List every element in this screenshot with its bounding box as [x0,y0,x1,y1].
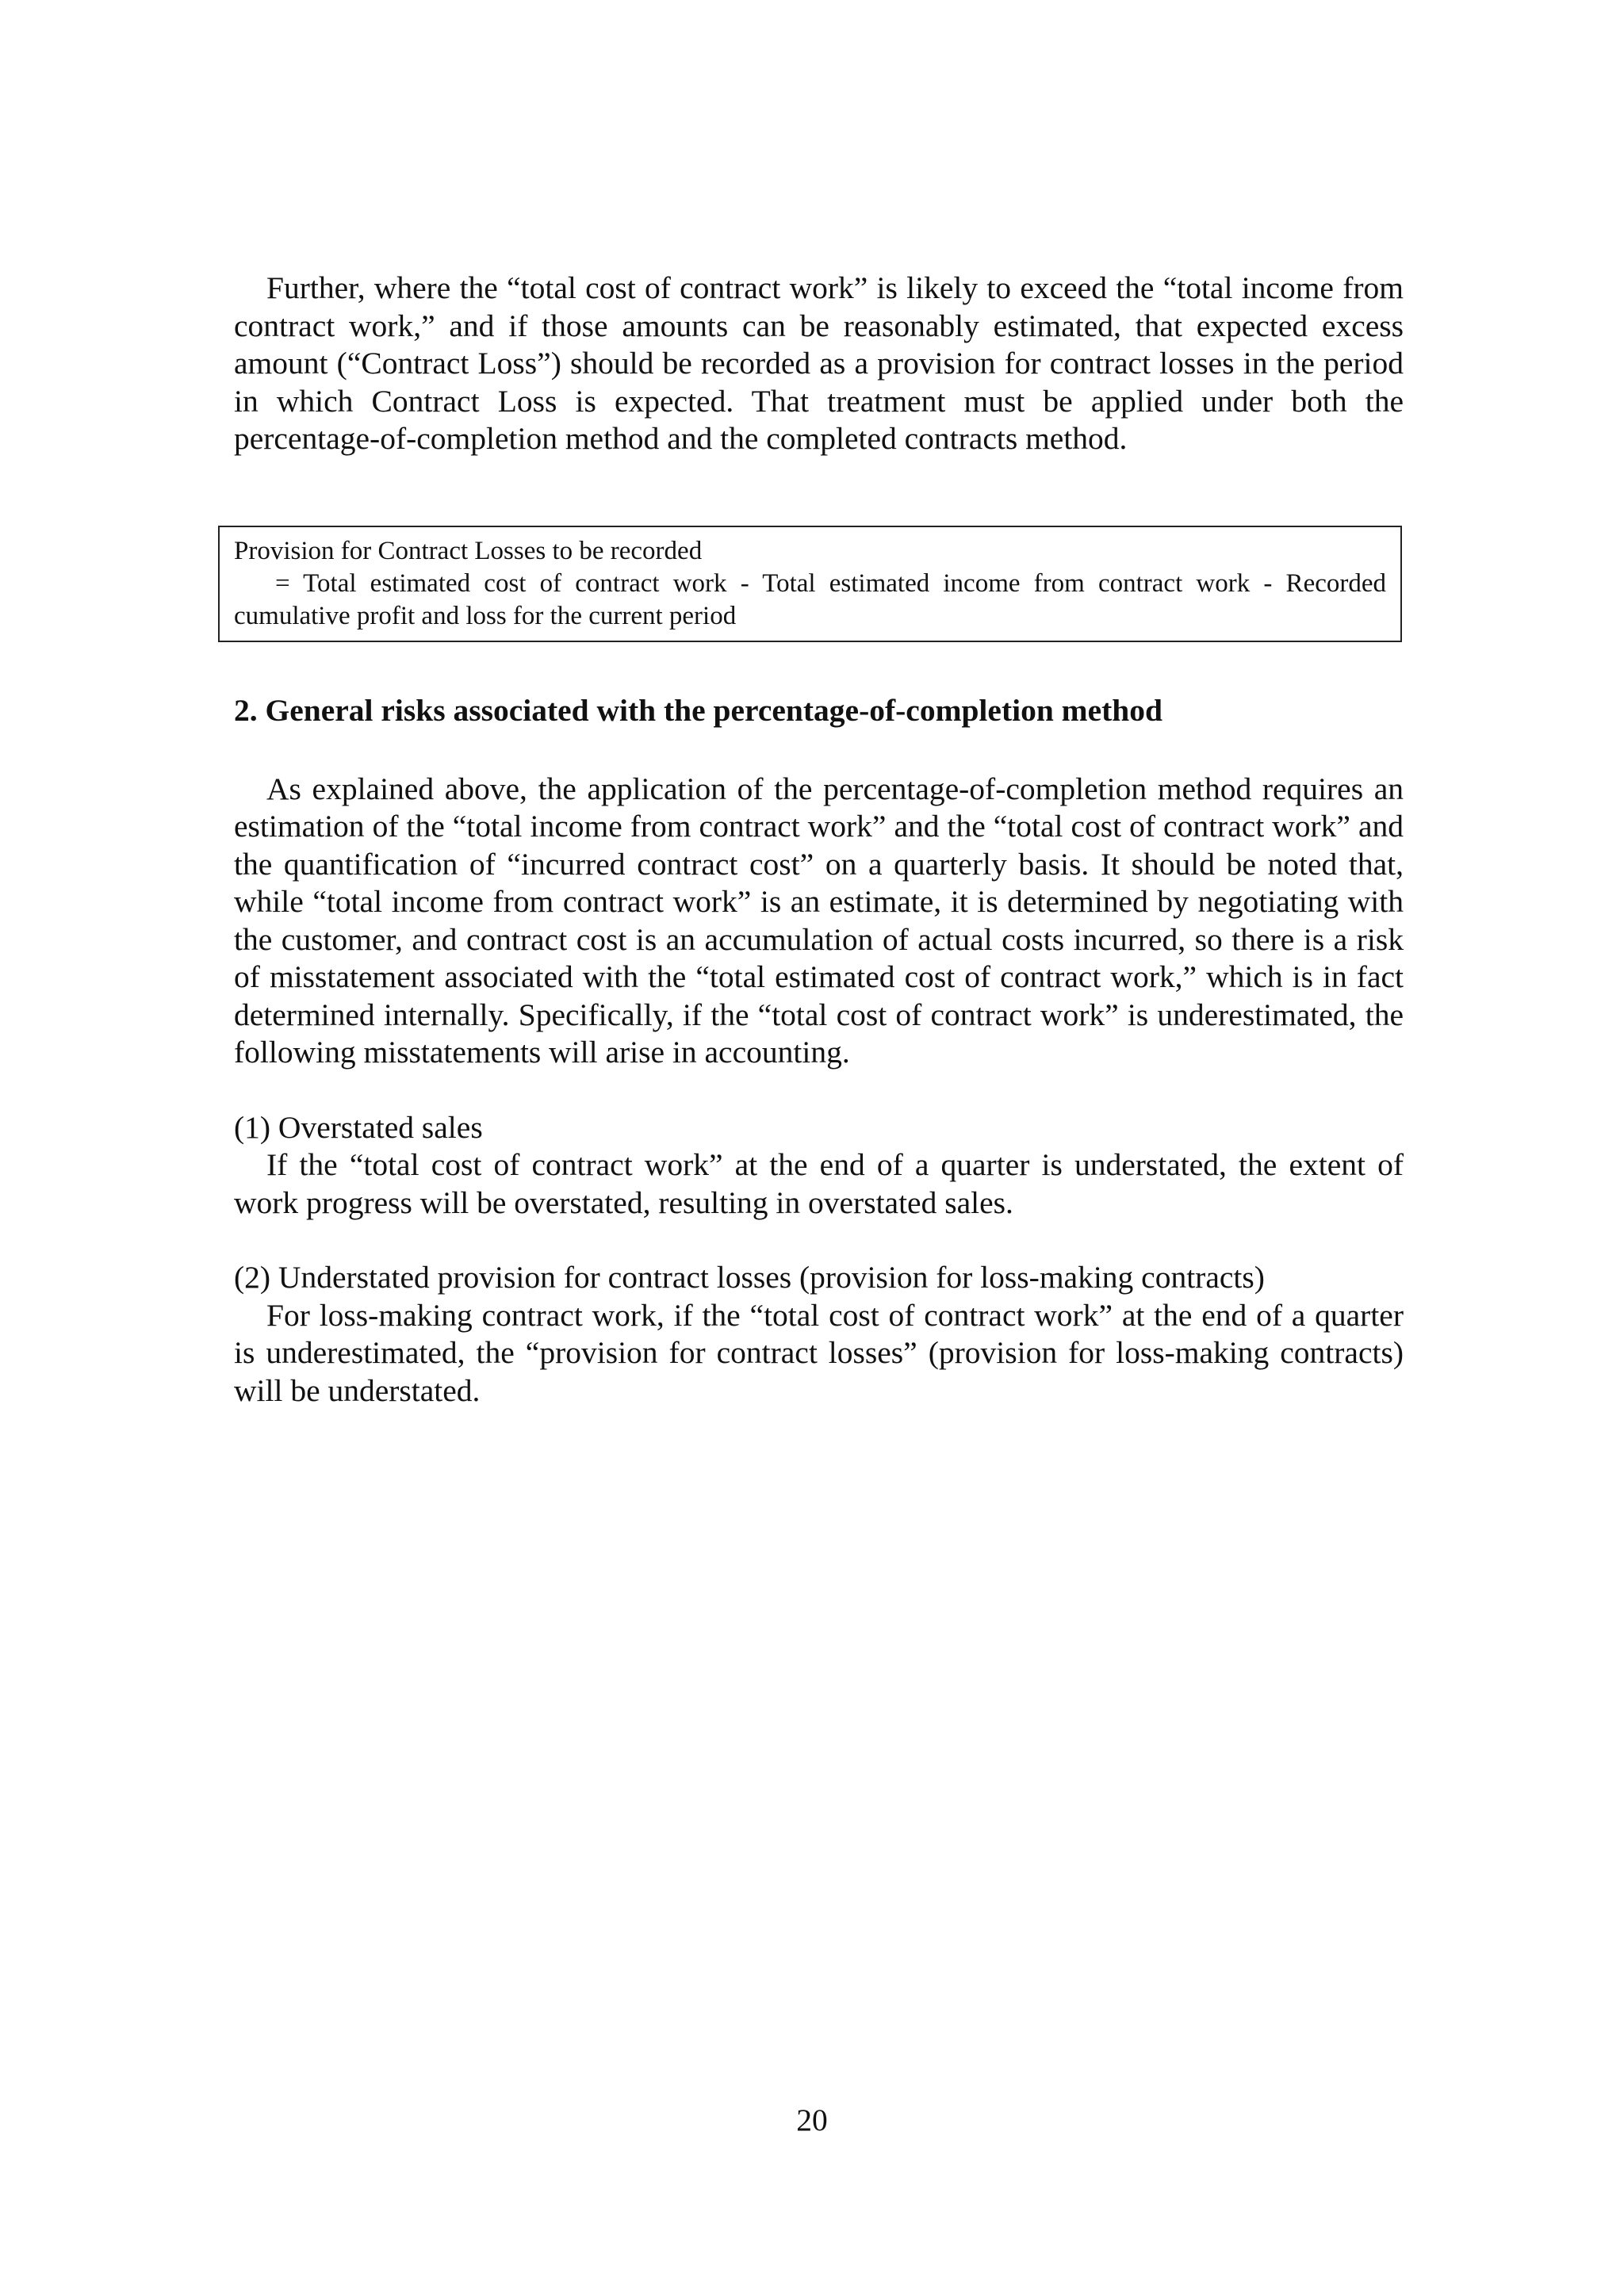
section-paragraph: As explained above, the application of the percentage-of-completion method requires an estimation of the “total income from contract work” and the “total cost of contract work” and the quantification of “incurred contract cost” on a quarterly basis. It should be noted that, while “total income from contract work” is an estimate, it is determined by negotiating with the customer, and contract cost is an accumulation of actual costs incurred, so there is a risk of misstatement associated with the “total estimated cost of contract work,” which is in fact determined internally. Specifically, if the “total cost of contract work” is underestimated, the following misstatements will arise in accounting. [234,771,1404,1070]
intro-paragraph: Further, where the “total cost of contract work” is likely to exceed the “total income from contract work,” and if those amounts can be reasonably estimated, that expected excess amount (“Contract Loss”) should be recorded as a provision for contract losses in the period in which Contract Loss is expected. That treatment must be applied under both the percentage-of-completion method and the completed contracts method. [234,270,1404,456]
formula-title: Provision for Contract Losses to be recorded [234,536,703,565]
subsection-heading-overstated-sales: (1) Overstated sales [234,1109,483,1145]
subsection-heading-understated-provision: (2) Understated provision for contract losses (provision for loss-making contracts) [234,1260,1265,1295]
formula-body: = Total estimated cost of contract work - Total estimated income from contract work - Recorded cumulative profit and loss for the current period [234,568,1386,630]
page-number: 20 [796,2103,828,2137]
section-heading: 2. General risks associated with the percentage-of-completion method [234,692,1162,728]
page-content [234,270,1404,1410]
subsection-text-overstated-sales: If the “total cost of contract work” at the end of a quarter is understated, the extent of work progress will be overstated, resulting in overstated sales. [234,1147,1404,1220]
subsection-text-understated-provision: For loss-making contract work, if the “total cost of contract work” at the end of a quarter is underestimated, the “provision for contract losses” (provision for loss-making contracts) will be understated. [234,1297,1404,1408]
formula-box [218,526,1402,642]
